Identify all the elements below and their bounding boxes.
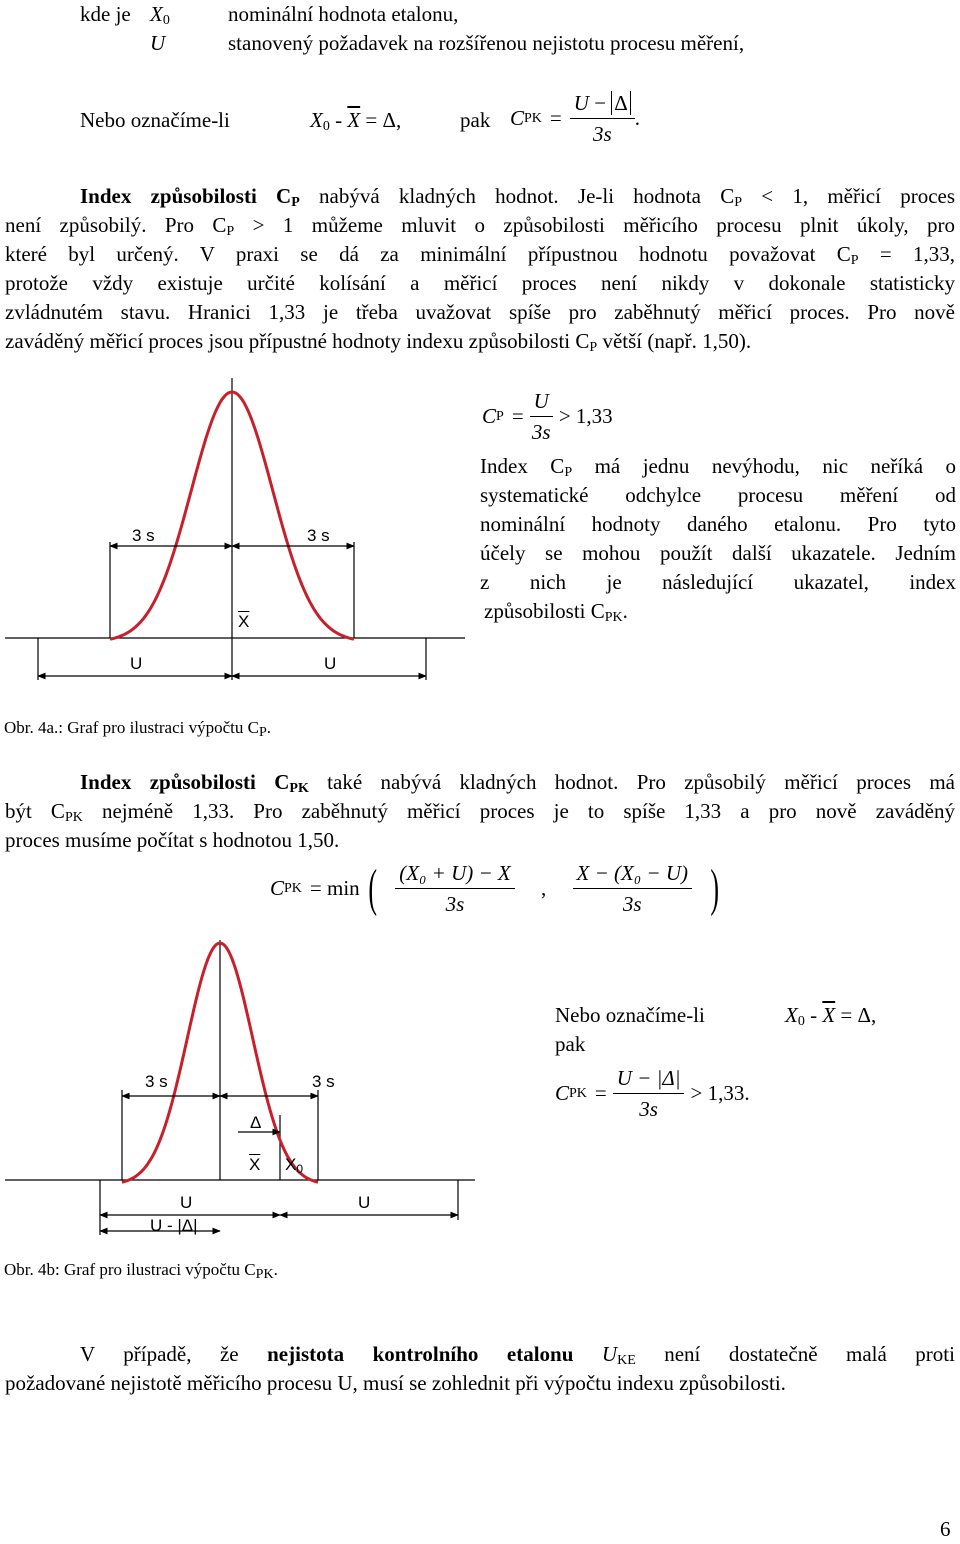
cp-side-paragraph: Index $C_P$ má jednu nevýhodu, nic neříká o systematické odchylce procesu měření od nominální hodnoty daného etalonu. Pro tyto účely se mohou použít další ukazatele. Jedním z nich je následující ukazatel, index způsobilosti $C_{PK}$. (480, 454, 956, 625)
def-symbol-u: U (150, 31, 166, 55)
fig4a-caption: Obr. 4a.: Graf pro ilustraci výpočtu $C_P$. (4, 718, 271, 740)
fig4a-label-3s-left: 3 s (132, 526, 155, 545)
def-x0-description: nominální hodnota etalonu, (228, 2, 459, 26)
eq-intro-definition: $X_0 - \overline{X} = \Delta$, (310, 108, 402, 134)
paragraph-cp-index: Index způsobilosti $C_P$ nabývá kladných hodnot. Je-li hodnota $C_P < 1$, měřicí proces není způsobilý. Pro $C_P > 1$ můžeme mluvit o způsobilosti měřicího procesu plnit úkoly, pro které byl určený. V praxi se dá za minimální přípustnou hodnotu považovat $C_P = 1,33$, protože vždy existuje určité kolísání a měřicí proces není nikdy v dokonale statisticky zvládnutém stavu. Hranici 1,33 je třeba uvažovat spíše pro zaběhnutý měřicí proces. Pro nově zaváděný měřicí proces jsou přípustné hodnoty indexu způsobilosti $C_P$ větší (např. 1,50). (5, 184, 956, 355)
cpk-side-nebo: Nebo označíme-li (555, 1003, 705, 1027)
cpk-side-pak: pak (555, 1032, 586, 1056)
cp-formula: C P = $\frac{U}{3s}$ > 1,33 (482, 386, 613, 447)
paragraph-cpk-index: Index způsobilosti $C_{PK}$ také nabývá kladných hodnot. Pro způsobilý měřicí proces má být $C_{PK}$ nejméně 1,33. Pro zaběhnutý měřicí proces je to spíše 1,33 a pro nově zaváděný proces musíme počítat s hodnotou 1,50. (5, 770, 955, 852)
fig4b-label-u-right: U (358, 1193, 371, 1212)
fig4b-label-u-minus-delta: U - |Δ| (150, 1216, 198, 1235)
def-label-kde-je: kde je (80, 2, 131, 26)
fig4a-label-x: $\overline{X}$ (238, 612, 250, 631)
figure-4a-normal-curve (0, 370, 470, 690)
fig4b-label-x: $\overline{X}$ (249, 1155, 261, 1174)
paragraph-reference-uncertainty: V případě, že nejistota kontrolního etalonu $U_{KE}$ není dostatečně malá proti požadované nejistotě měřicího procesu U, musí se zohlednit při výpočtu indexu způsobilosti. (5, 1342, 955, 1395)
fig4a-label-u-right: U (324, 654, 337, 673)
fig4a-label-3s-right: 3 s (307, 526, 330, 545)
cpk-side-definition: $X_0 - \overline{X} = \Delta$, (785, 1003, 877, 1029)
fig4b-label-x0: $X_0$ (285, 1155, 304, 1176)
eq-intro-cpk-formula: C PK = $\frac{U - \Delta}{3s}$ . (510, 88, 640, 149)
eq-intro-text: Nebo označíme-li (80, 108, 230, 132)
fig4b-label-3s-right: 3 s (312, 1072, 335, 1091)
fig4b-label-3s-left: 3 s (145, 1072, 168, 1091)
fig4b-caption: Obr. 4b: Graf pro ilustraci výpočtu $C_{PK}$. (4, 1260, 278, 1282)
page-number: 6 (940, 1517, 951, 1541)
def-u-description: stanovený požadavek na rozšířenou nejistotu procesu měření, (228, 31, 745, 55)
fig4b-label-delta: Δ (250, 1113, 262, 1132)
def-symbol-x0: $X_0$ (150, 2, 170, 28)
fig4a-label-u-left: U (130, 654, 143, 673)
figure-4b-shifted-curve (0, 935, 480, 1245)
cpk-min-formula: C PK = min ( $\frac{\text{(X₀ + U) − X}}{3s}$ , $\frac{\text{X − (X₀ − U)}}{3s}$ ) (270, 860, 720, 917)
eq-intro-pak: pak (460, 108, 491, 132)
cpk-side-formula: C PK = $\frac{U - |\Delta|}{3s}$ > 1,33. (555, 1063, 750, 1124)
fig4b-label-u-left: U (180, 1193, 193, 1212)
